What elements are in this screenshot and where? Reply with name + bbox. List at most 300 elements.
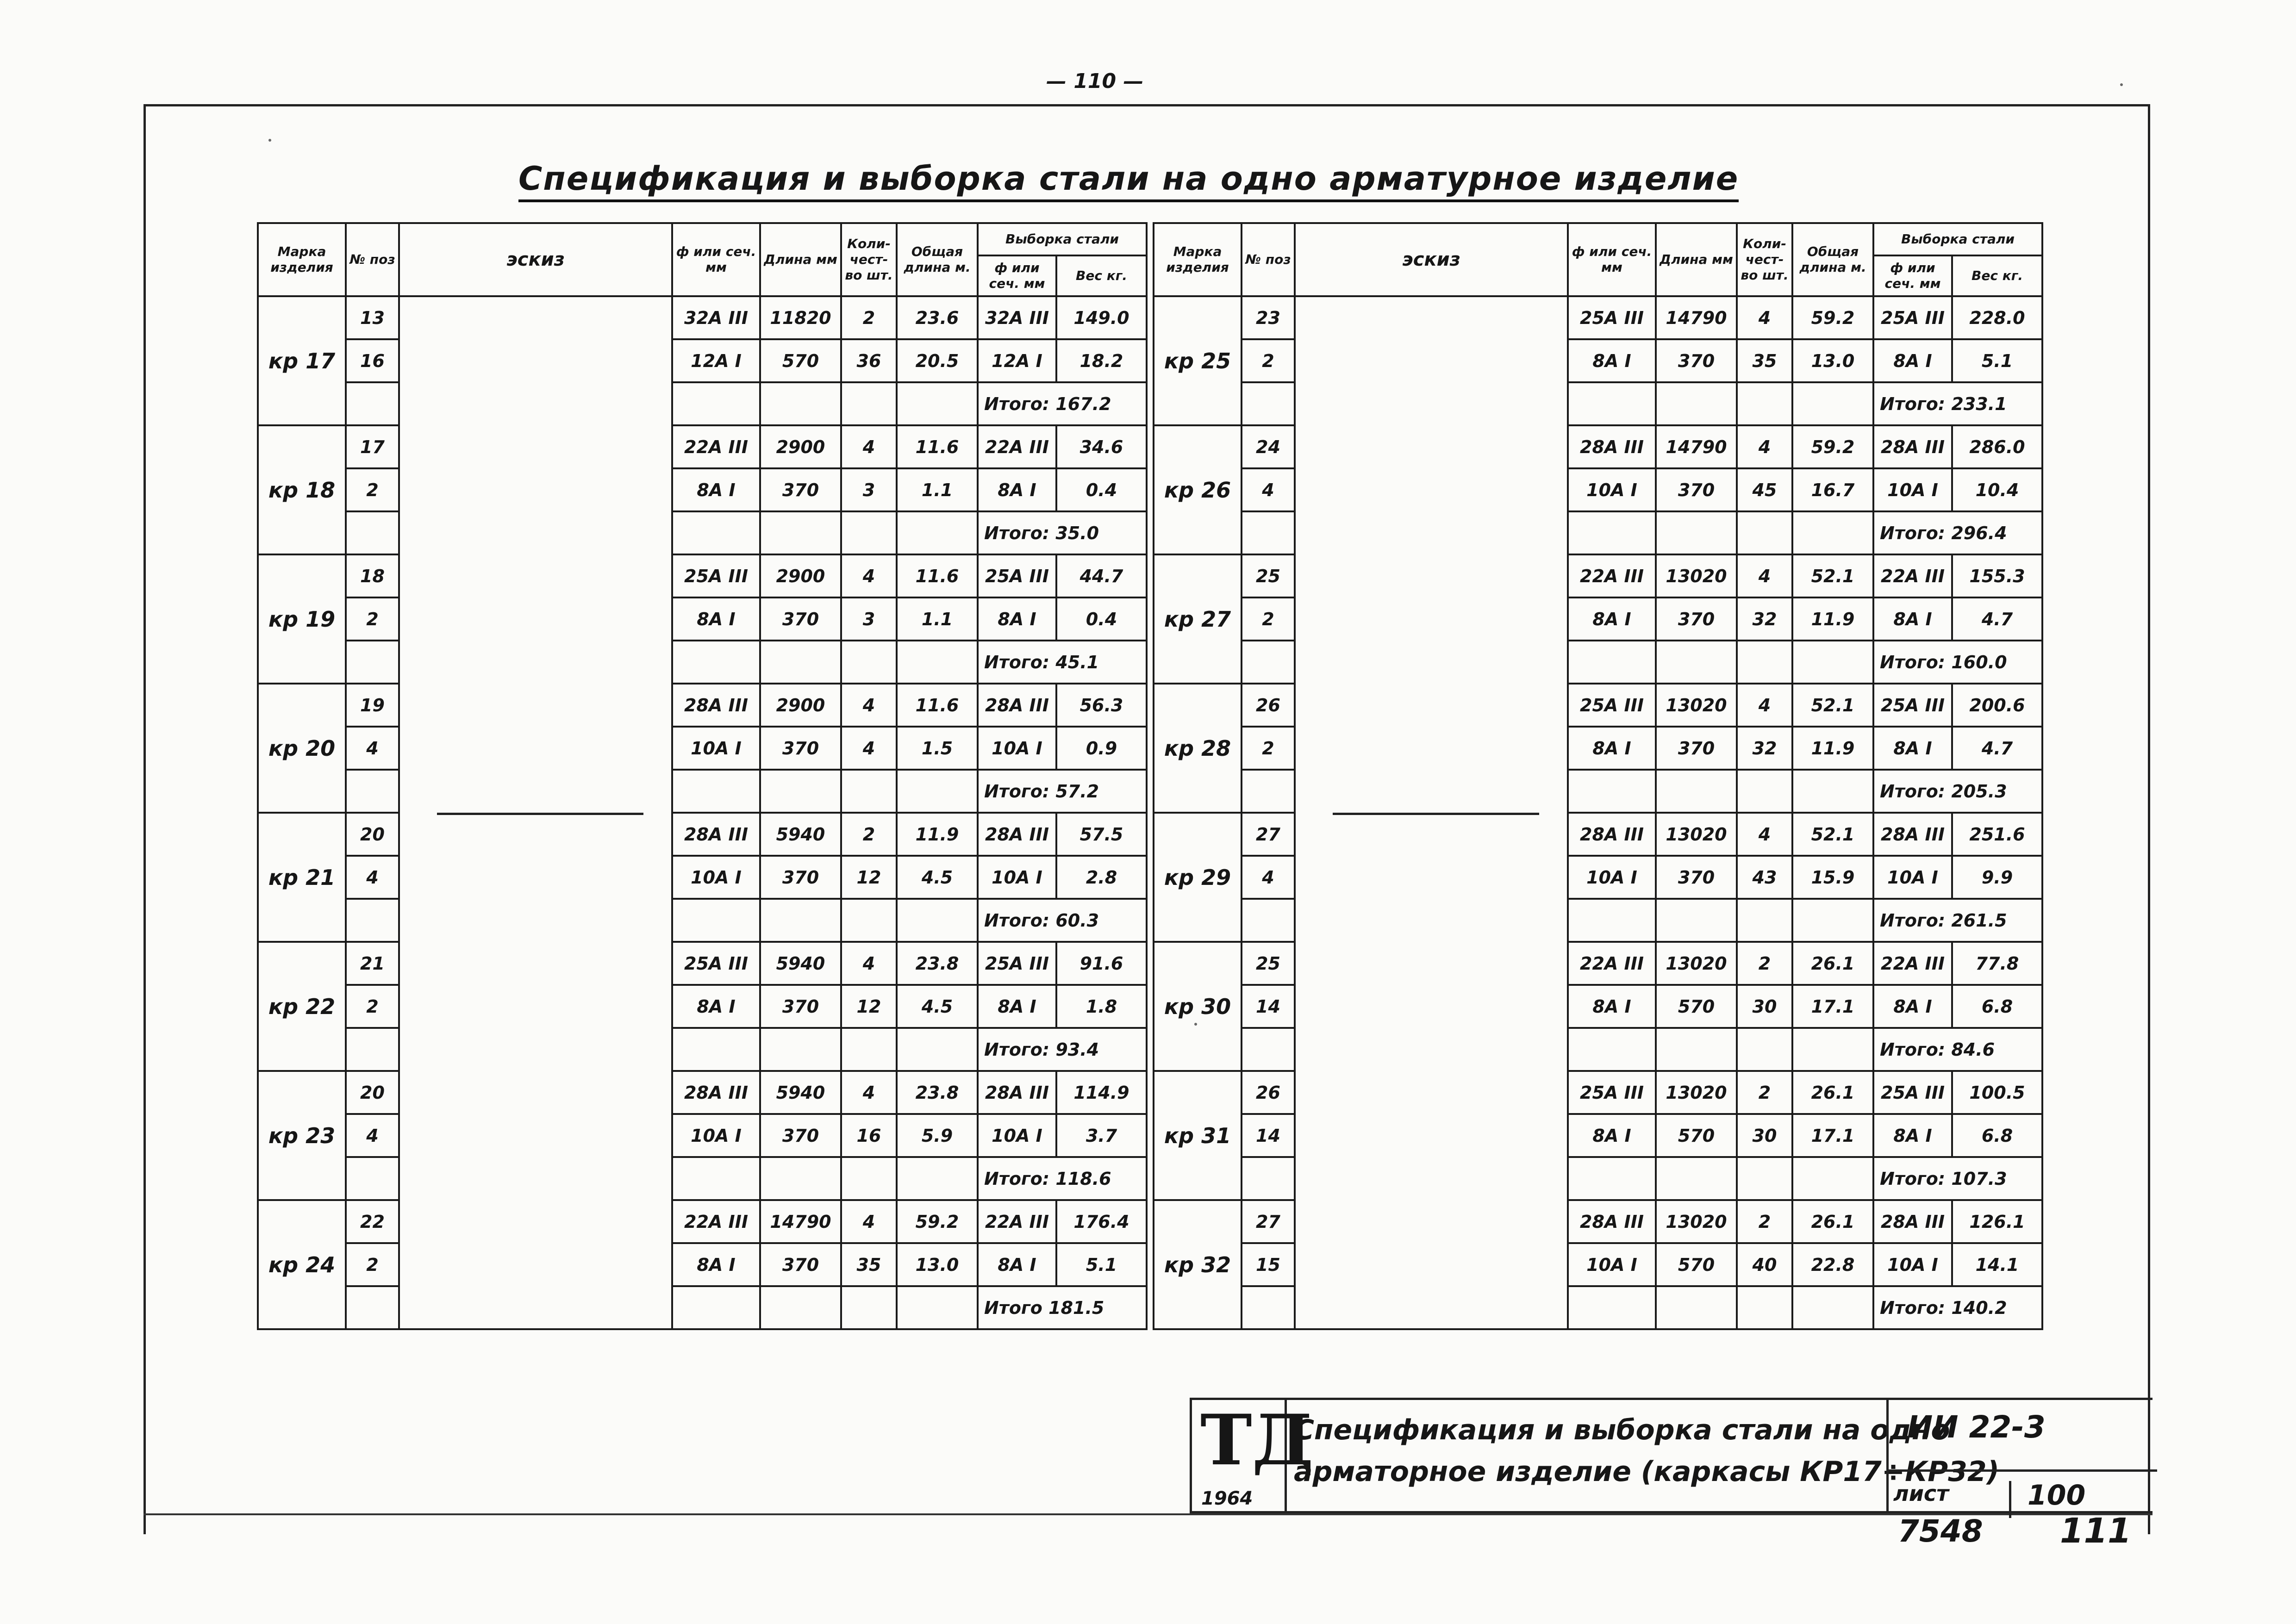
product-mark: кр 18: [258, 425, 346, 554]
total-length: 11.9: [1792, 597, 1873, 641]
empty-cell: [1242, 1286, 1295, 1329]
empty-cell: [841, 511, 897, 554]
bar-length: 14790: [1656, 296, 1737, 339]
group-total: Итого: 140.2: [1873, 1286, 2042, 1329]
empty-cell: [897, 899, 978, 942]
weight: 2.8: [1056, 856, 1147, 899]
position-number: 2: [1242, 339, 1295, 382]
group-total: Итого: 60.3: [978, 899, 1147, 942]
empty-cell: [1737, 1028, 1792, 1071]
product-mark: кр 19: [258, 554, 346, 684]
table-row: [1154, 468, 2042, 511]
selection-diameter: 32А III: [978, 296, 1056, 339]
bar-count: 4: [1737, 425, 1792, 468]
bar-diameter: 8А I: [672, 985, 760, 1028]
table-row: [258, 985, 1147, 1028]
empty-cell: [897, 770, 978, 813]
table-row: [1154, 339, 2042, 382]
empty-cell: [346, 1286, 399, 1329]
selection-diameter: 28А III: [978, 684, 1056, 727]
sketch-area: [399, 296, 672, 1329]
position-number: 2: [1242, 597, 1295, 641]
bar-length: 5940: [760, 1071, 841, 1114]
empty-cell: [1568, 1157, 1656, 1200]
bar-diameter: 25А III: [672, 942, 760, 985]
position-number: 21: [346, 942, 399, 985]
weight: 57.5: [1056, 813, 1147, 856]
empty-cell: [1792, 899, 1873, 942]
bar-count: 4: [841, 727, 897, 770]
table-row: [1154, 856, 2042, 899]
bar-diameter: 12А I: [672, 339, 760, 382]
bar-count: 40: [1737, 1243, 1792, 1286]
empty-cell: [1568, 770, 1656, 813]
product-mark: кр 17: [258, 296, 346, 425]
header-pos: № поз: [346, 223, 399, 296]
selection-diameter: 8А I: [978, 1243, 1056, 1286]
empty-cell: [1792, 511, 1873, 554]
empty-cell: [1656, 1286, 1737, 1329]
empty-cell: [760, 511, 841, 554]
weight: 56.3: [1056, 684, 1147, 727]
total-length: 1.5: [897, 727, 978, 770]
group-total: Итого: 35.0: [978, 511, 1147, 554]
product-mark: кр 23: [258, 1071, 346, 1200]
weight: 44.7: [1056, 554, 1147, 597]
total-length: 4.5: [897, 985, 978, 1028]
weight: 6.8: [1952, 1114, 2042, 1157]
total-length: 1.1: [897, 468, 978, 511]
page-number-2: 111: [2060, 1511, 2132, 1551]
empty-cell: [1737, 511, 1792, 554]
selection-diameter: 25А III: [978, 554, 1056, 597]
bar-count: 4: [841, 942, 897, 985]
empty-cell: [1656, 770, 1737, 813]
table-row: [1154, 425, 2042, 468]
bar-length: 570: [1656, 1114, 1737, 1157]
total-length: 11.9: [1792, 727, 1873, 770]
bar-length: 11820: [760, 296, 841, 339]
empty-cell: [346, 511, 399, 554]
total-length: 11.9: [897, 813, 978, 856]
bar-diameter: 8А I: [1568, 597, 1656, 641]
empty-cell: [1242, 899, 1295, 942]
position-number: 2: [346, 468, 399, 511]
table-row: [1154, 684, 2042, 727]
bar-length: 5940: [760, 942, 841, 985]
group-total: Итого: 118.6: [978, 1157, 1147, 1200]
bar-diameter: 22А III: [672, 425, 760, 468]
position-number: 14: [1242, 985, 1295, 1028]
bar-count: 45: [1737, 468, 1792, 511]
bar-diameter: 28А III: [672, 1071, 760, 1114]
empty-cell: [897, 1157, 978, 1200]
product-mark: кр 24: [258, 1200, 346, 1329]
group-total: Итого: 57.2: [978, 770, 1147, 813]
table-row: [258, 554, 1147, 597]
total-length: 5.9: [897, 1114, 978, 1157]
position-number: 4: [346, 727, 399, 770]
bar-diameter: 8А I: [1568, 727, 1656, 770]
position-number: 2: [346, 597, 399, 641]
bar-diameter: 8А I: [1568, 1114, 1656, 1157]
empty-cell: [1568, 382, 1656, 425]
table-row: [258, 339, 1147, 382]
empty-cell: [1792, 1286, 1873, 1329]
weight: 126.1: [1952, 1200, 2042, 1243]
sheet-label: лист: [1893, 1481, 2011, 1518]
position-number: 25: [1242, 942, 1295, 985]
empty-cell: [897, 382, 978, 425]
total-length: 52.1: [1792, 554, 1873, 597]
bar-diameter: 22А III: [672, 1200, 760, 1243]
bar-count: 30: [1737, 1114, 1792, 1157]
bar-diameter: 10А I: [1568, 468, 1656, 511]
table-row: [258, 942, 1147, 985]
position-number: 4: [346, 1114, 399, 1157]
empty-cell: [1792, 1157, 1873, 1200]
table-row: [258, 1286, 1147, 1329]
group-total: Итого: 233.1: [1873, 382, 2042, 425]
bar-length: 14790: [760, 1200, 841, 1243]
header-selection-diameter: ф или сеч. мм: [978, 255, 1056, 296]
weight: 34.6: [1056, 425, 1147, 468]
bar-count: 3: [841, 468, 897, 511]
table-row: [258, 511, 1147, 554]
table-row: [258, 727, 1147, 770]
selection-diameter: 10А I: [1873, 856, 1952, 899]
sheet-number: 100: [2028, 1479, 2086, 1512]
empty-cell: [672, 1286, 760, 1329]
table-row: [258, 382, 1147, 425]
position-number: 2: [1242, 727, 1295, 770]
product-mark: кр 25: [1154, 296, 1242, 425]
weight: 6.8: [1952, 985, 2042, 1028]
table-row: [258, 899, 1147, 942]
bar-count: 2: [1737, 1071, 1792, 1114]
empty-cell: [841, 1028, 897, 1071]
weight: 4.7: [1952, 727, 2042, 770]
bar-count: 4: [841, 425, 897, 468]
empty-cell: [1737, 899, 1792, 942]
bar-length: 13020: [1656, 813, 1737, 856]
total-length: 23.8: [897, 942, 978, 985]
bar-diameter: 10А I: [1568, 856, 1656, 899]
weight: 0.9: [1056, 727, 1147, 770]
bar-diameter: 32А III: [672, 296, 760, 339]
total-length: 16.7: [1792, 468, 1873, 511]
weight: 251.6: [1952, 813, 2042, 856]
header-count: Коли-чест-во шт.: [841, 223, 897, 296]
bar-diameter: 8А I: [1568, 339, 1656, 382]
page-number: — 110 —: [1046, 69, 1144, 93]
empty-cell: [1568, 899, 1656, 942]
empty-cell: [841, 1286, 897, 1329]
empty-cell: [760, 1286, 841, 1329]
group-total: Итого: 205.3: [1873, 770, 2042, 813]
empty-cell: [760, 899, 841, 942]
selection-diameter: 8А I: [1873, 727, 1952, 770]
empty-cell: [346, 770, 399, 813]
bar-length: 370: [1656, 856, 1737, 899]
product-mark: кр 21: [258, 813, 346, 942]
bar-count: 4: [841, 1071, 897, 1114]
bar-count: 2: [841, 813, 897, 856]
bar-diameter: 28А III: [1568, 1200, 1656, 1243]
empty-cell: [1792, 382, 1873, 425]
empty-cell: [672, 382, 760, 425]
product-mark: кр 32: [1154, 1200, 1242, 1329]
empty-cell: [1242, 770, 1295, 813]
bar-length: 370: [760, 727, 841, 770]
bar-count: 4: [1737, 813, 1792, 856]
bar-count: 16: [841, 1114, 897, 1157]
empty-cell: [1656, 1028, 1737, 1071]
total-length: 52.1: [1792, 684, 1873, 727]
empty-cell: [841, 382, 897, 425]
group-total: Итого: 296.4: [1873, 511, 2042, 554]
selection-diameter: 28А III: [978, 813, 1056, 856]
bar-diameter: 25А III: [672, 554, 760, 597]
sketch-line: [1333, 813, 1539, 815]
selection-diameter: 8А I: [1873, 339, 1952, 382]
total-length: 23.6: [897, 296, 978, 339]
empty-cell: [1568, 1028, 1656, 1071]
weight: 286.0: [1952, 425, 2042, 468]
bar-diameter: 10А I: [1568, 1243, 1656, 1286]
scan-speck: [268, 139, 271, 142]
group-total: Итого: 84.6: [1873, 1028, 2042, 1071]
position-number: 15: [1242, 1243, 1295, 1286]
group-total: Итого: 93.4: [978, 1028, 1147, 1071]
position-number: 27: [1242, 1200, 1295, 1243]
header-diameter: ф или сеч. мм: [672, 223, 760, 296]
stamp-description-line2: арматорное изделие (каркасы КР17÷КР32): [1294, 1456, 2000, 1488]
total-length: 59.2: [1792, 296, 1873, 339]
stamp-description-line1: Спецификация и выборка стали на одно: [1294, 1414, 1950, 1446]
table-row: [1154, 1157, 2042, 1200]
position-number: 22: [346, 1200, 399, 1243]
empty-cell: [897, 511, 978, 554]
weight: 91.6: [1056, 942, 1147, 985]
bar-count: 12: [841, 856, 897, 899]
selection-diameter: 28А III: [1873, 813, 1952, 856]
empty-cell: [1568, 641, 1656, 684]
scan-speck: [2120, 83, 2123, 86]
table-row: [1154, 511, 2042, 554]
group-total: Итого: 167.2: [978, 382, 1147, 425]
total-length: 52.1: [1792, 813, 1873, 856]
empty-cell: [841, 1157, 897, 1200]
empty-cell: [672, 641, 760, 684]
table-row: [1154, 1114, 2042, 1157]
empty-cell: [841, 641, 897, 684]
weight: 176.4: [1056, 1200, 1147, 1243]
total-length: 13.0: [897, 1243, 978, 1286]
bar-length: 570: [760, 339, 841, 382]
bar-diameter: 8А I: [672, 1243, 760, 1286]
empty-cell: [672, 511, 760, 554]
table-row: [1154, 597, 2042, 641]
weight: 0.4: [1056, 597, 1147, 641]
bar-length: 13020: [1656, 684, 1737, 727]
archive-number: 7548: [1898, 1513, 1983, 1549]
empty-cell: [760, 641, 841, 684]
empty-cell: [1656, 511, 1737, 554]
bar-count: 4: [841, 1200, 897, 1243]
position-number: 2: [346, 985, 399, 1028]
total-length: 17.1: [1792, 1114, 1873, 1157]
group-total: Итого: 45.1: [978, 641, 1147, 684]
header-length: Длина мм: [1656, 223, 1737, 296]
bar-length: 2900: [760, 554, 841, 597]
header-weight: Вес кг.: [1056, 255, 1147, 296]
bar-count: 3: [841, 597, 897, 641]
header-count: Коли-чест-во шт.: [1737, 223, 1792, 296]
selection-diameter: 12А I: [978, 339, 1056, 382]
table-row: [1154, 382, 2042, 425]
total-length: 15.9: [1792, 856, 1873, 899]
selection-diameter: 25А III: [1873, 1071, 1952, 1114]
bar-count: 12: [841, 985, 897, 1028]
bar-length: 13020: [1656, 942, 1737, 985]
total-length: 59.2: [897, 1200, 978, 1243]
total-length: 11.6: [897, 425, 978, 468]
weight: 155.3: [1952, 554, 2042, 597]
bar-diameter: 22А III: [1568, 942, 1656, 985]
selection-diameter: 28А III: [1873, 425, 1952, 468]
table-row: [258, 856, 1147, 899]
bar-length: 2900: [760, 684, 841, 727]
bar-length: 5940: [760, 813, 841, 856]
sheet-row: [1889, 1469, 2157, 1516]
selection-diameter: 10А I: [978, 856, 1056, 899]
product-mark: кр 29: [1154, 813, 1242, 942]
selection-diameter: 8А I: [978, 468, 1056, 511]
table-row: [258, 296, 1147, 339]
header-selection: Выборка стали: [1873, 223, 2042, 255]
selection-diameter: 25А III: [1873, 296, 1952, 339]
position-number: 2: [346, 1243, 399, 1286]
total-length: 23.8: [897, 1071, 978, 1114]
bar-count: 35: [1737, 339, 1792, 382]
empty-cell: [760, 382, 841, 425]
weight: 114.9: [1056, 1071, 1147, 1114]
bar-count: 4: [1737, 684, 1792, 727]
spec-table-left: [257, 222, 1148, 1330]
selection-diameter: 10А I: [1873, 468, 1952, 511]
selection-diameter: 10А I: [1873, 1243, 1952, 1286]
total-length: 13.0: [1792, 339, 1873, 382]
table-row: [258, 1200, 1147, 1243]
product-mark: кр 22: [258, 942, 346, 1071]
empty-cell: [897, 1028, 978, 1071]
empty-cell: [672, 899, 760, 942]
empty-cell: [346, 899, 399, 942]
selection-diameter: 8А I: [978, 985, 1056, 1028]
empty-cell: [346, 382, 399, 425]
selection-diameter: 28А III: [1873, 1200, 1952, 1243]
empty-cell: [1737, 641, 1792, 684]
group-total: Итого: 261.5: [1873, 899, 2042, 942]
bar-diameter: 10А I: [672, 1114, 760, 1157]
table-row: [258, 1028, 1147, 1071]
stamp-code-cell: [1886, 1400, 2157, 1513]
empty-cell: [346, 1028, 399, 1071]
position-number: 16: [346, 339, 399, 382]
bar-length: 14790: [1656, 425, 1737, 468]
empty-cell: [1792, 1028, 1873, 1071]
header-sketch: эскиз: [399, 223, 672, 296]
table-row: [1154, 641, 2042, 684]
empty-cell: [1242, 511, 1295, 554]
total-length: 1.1: [897, 597, 978, 641]
product-mark: кр 27: [1154, 554, 1242, 684]
position-number: 19: [346, 684, 399, 727]
bar-length: 370: [760, 597, 841, 641]
td-logo-cell: [1192, 1400, 1314, 1513]
selection-diameter: 28А III: [978, 1071, 1056, 1114]
weight: 5.1: [1056, 1243, 1147, 1286]
weight: 9.9: [1952, 856, 2042, 899]
empty-cell: [1242, 1028, 1295, 1071]
bar-count: 4: [841, 684, 897, 727]
selection-diameter: 22А III: [978, 425, 1056, 468]
table-row: [258, 641, 1147, 684]
position-number: 24: [1242, 425, 1295, 468]
bar-length: 370: [760, 1114, 841, 1157]
bar-diameter: 28А III: [672, 684, 760, 727]
group-total: Итого: 160.0: [1873, 641, 2042, 684]
stamp-year: 1964: [1201, 1488, 1253, 1509]
sketch-line: [437, 813, 643, 815]
position-number: 25: [1242, 554, 1295, 597]
bar-count: 32: [1737, 727, 1792, 770]
table-row: [1154, 1028, 2042, 1071]
position-number: 26: [1242, 1071, 1295, 1114]
group-total: Итого: 107.3: [1873, 1157, 2042, 1200]
bar-diameter: 8А I: [672, 597, 760, 641]
table-row: [258, 1071, 1147, 1114]
empty-cell: [1737, 1157, 1792, 1200]
empty-cell: [1737, 1286, 1792, 1329]
total-length: 20.5: [897, 339, 978, 382]
bar-length: 570: [1656, 985, 1737, 1028]
selection-diameter: 25А III: [978, 942, 1056, 985]
header-selection-diameter: ф или сеч. мм: [1873, 255, 1952, 296]
bar-count: 35: [841, 1243, 897, 1286]
empty-cell: [841, 899, 897, 942]
empty-cell: [1737, 382, 1792, 425]
total-length: 11.6: [897, 554, 978, 597]
bar-diameter: 10А I: [672, 856, 760, 899]
bar-diameter: 8А I: [672, 468, 760, 511]
selection-diameter: 8А I: [1873, 597, 1952, 641]
empty-cell: [1737, 770, 1792, 813]
bar-length: 370: [1656, 468, 1737, 511]
position-number: 17: [346, 425, 399, 468]
group-total: Итого 181.5: [978, 1286, 1147, 1329]
td-logo: ТД: [1200, 1400, 1314, 1481]
bar-diameter: 28А III: [1568, 425, 1656, 468]
header-pos: № поз: [1242, 223, 1295, 296]
selection-diameter: 8А I: [1873, 1114, 1952, 1157]
bar-diameter: 10А I: [672, 727, 760, 770]
weight: 100.5: [1952, 1071, 2042, 1114]
selection-diameter: 25А III: [1873, 684, 1952, 727]
frame-bottom-line: [144, 1513, 2152, 1515]
table-row: [258, 813, 1147, 856]
